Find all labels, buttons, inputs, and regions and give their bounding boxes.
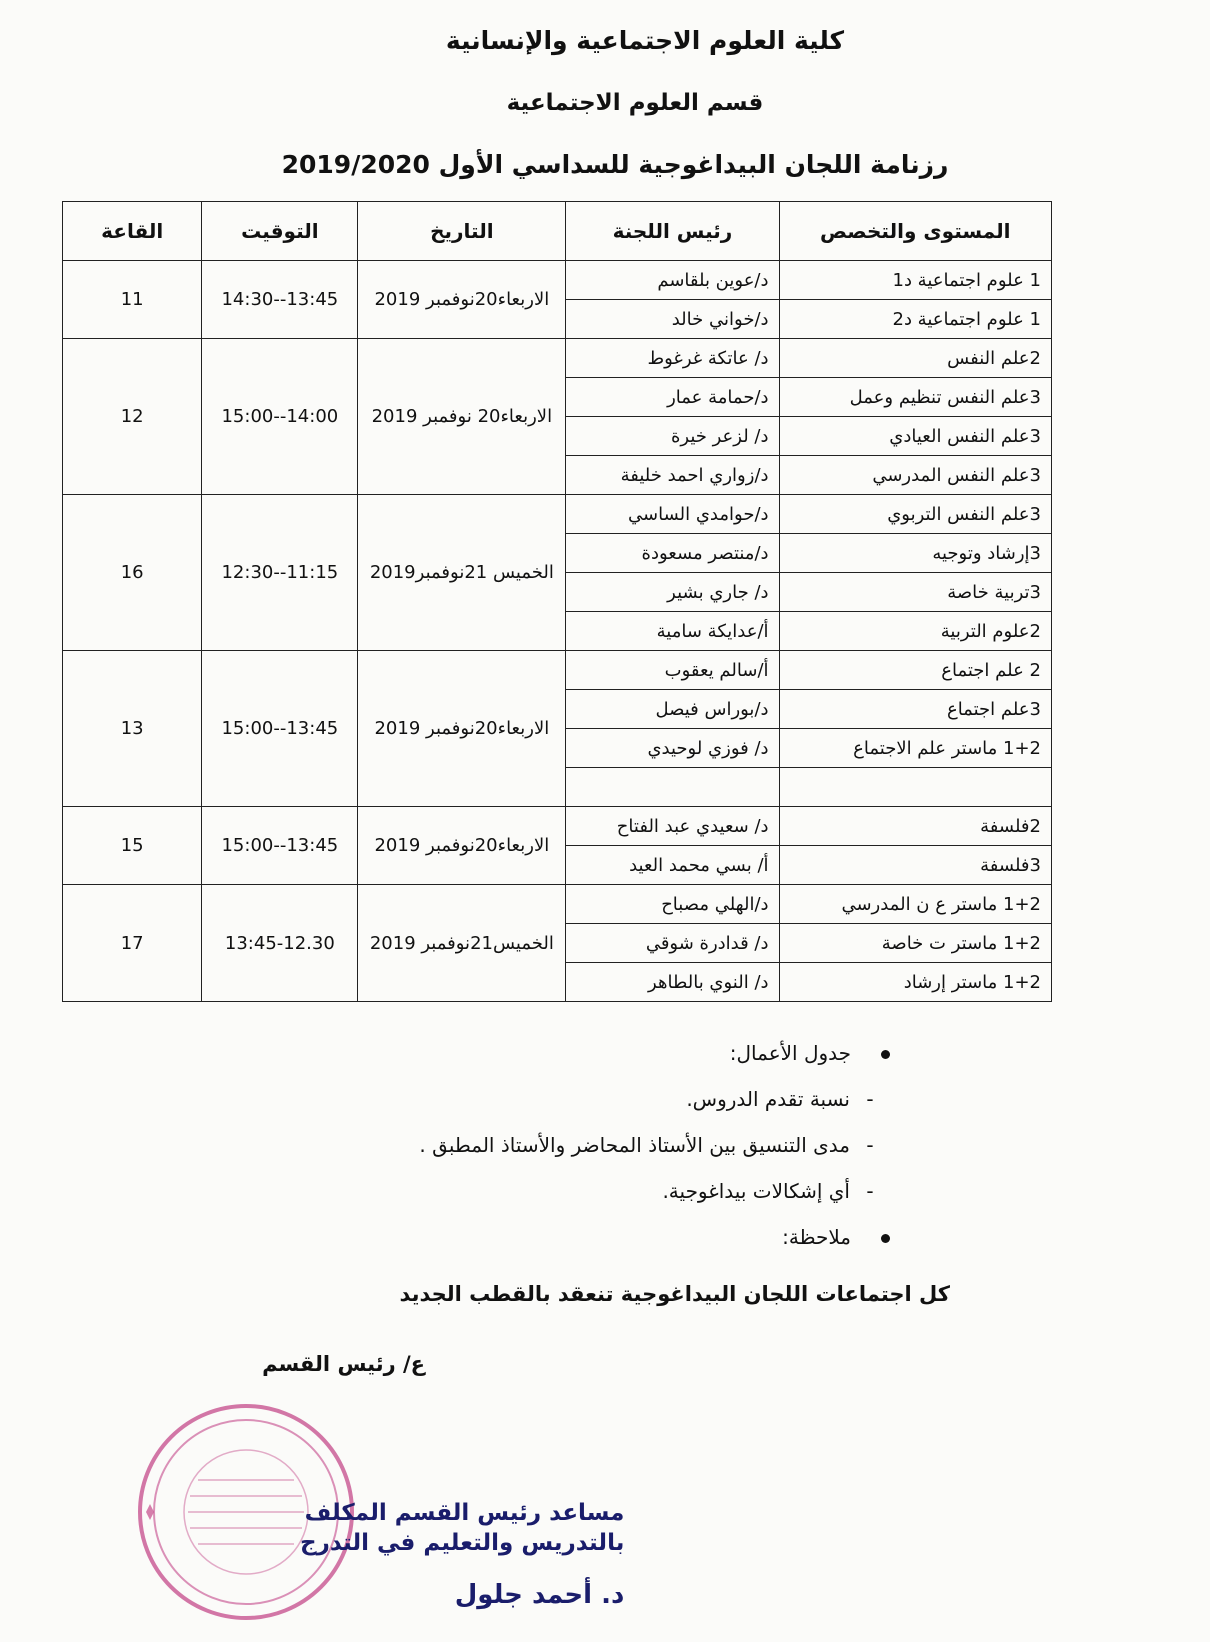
- level-cell: 1+2 ماستر إرشاد: [779, 963, 1051, 1002]
- chair-cell: أ/سالم يعقوب: [566, 651, 779, 690]
- chair-cell: [566, 768, 779, 807]
- agenda-item: [190, 1076, 890, 1122]
- table-header-row: [63, 202, 1052, 261]
- chair-cell: أ/ بسي محمد العيد: [566, 846, 779, 885]
- chair-cell: د/ النوي بالطاهر: [566, 963, 779, 1002]
- chair-cell: د/بوراس فيصل: [566, 690, 779, 729]
- level-cell: 2علم النفس: [779, 339, 1051, 378]
- level-cell: 1 علوم اجتماعية د2: [779, 300, 1051, 339]
- chair-cell: د/ عاتكة غرغوط: [566, 339, 779, 378]
- chair-cell: د/ قدادرة شوقي: [566, 924, 779, 963]
- signer-title-line2: بالتدريس والتعليم في التدرج: [300, 1530, 625, 1556]
- column-header: المستوى والتخصص: [779, 202, 1051, 261]
- table-row: [63, 885, 1052, 924]
- time-cell: 15:00--13:45: [202, 651, 358, 807]
- level-cell: 1+2 ماستر علم الاجتماع: [779, 729, 1051, 768]
- date-cell: الاربعاء20نوفمبر 2019: [358, 261, 566, 339]
- agenda-heading-line: [190, 1030, 890, 1076]
- date-cell: الخميس 21نوفمبر2019: [358, 495, 566, 651]
- document-title: رزنامة اللجان البيداغوجية للسداسي الأول 2019/2020: [281, 150, 949, 179]
- table-row: [63, 261, 1052, 300]
- agenda-item: [190, 1122, 890, 1168]
- agenda-item-text: أي إشكالات بيداغوجية.: [662, 1179, 850, 1203]
- faculty-name: كلية العلوم الاجتماعية والإنسانية: [445, 26, 845, 55]
- chair-cell: د/ فوزي لوحيدي: [566, 729, 779, 768]
- level-cell: 2علوم التربية: [779, 612, 1051, 651]
- date-cell: الاربعاء20نوفمبر 2019: [358, 807, 566, 885]
- chair-cell: د/حمامة عمار: [566, 378, 779, 417]
- date-cell: الخميس21نوفمبر 2019: [358, 885, 566, 1002]
- level-cell: 3إرشاد وتوجيه: [779, 534, 1051, 573]
- time-cell: 15:00--13:45: [202, 807, 358, 885]
- room-cell: 11: [63, 261, 202, 339]
- level-cell: 3فلسفة: [779, 846, 1051, 885]
- level-cell: 1+2 ماستر ت خاصة: [779, 924, 1051, 963]
- note-heading: ملاحظة:: [782, 1225, 851, 1249]
- column-header: القاعة: [63, 202, 202, 261]
- chair-cell: د/منتصر مسعودة: [566, 534, 779, 573]
- agenda-heading: جدول الأعمال:: [729, 1041, 851, 1065]
- level-cell: 1 علوم اجتماعية د1: [779, 261, 1051, 300]
- on-behalf-label: ع/ رئيس القسم: [262, 1352, 425, 1376]
- department-name: قسم العلوم الاجتماعية: [506, 90, 764, 116]
- chair-cell: د/ سعيدي عبد الفتاح: [566, 807, 779, 846]
- level-cell: 3علم اجتماع: [779, 690, 1051, 729]
- room-cell: 12: [63, 339, 202, 495]
- time-cell: 12:30--11:15: [202, 495, 358, 651]
- table-row: [63, 339, 1052, 378]
- chair-cell: د/ جاري بشير: [566, 573, 779, 612]
- date-cell: الاربعاء20نوفمبر 2019: [358, 651, 566, 807]
- chair-cell: د/خواني خالد: [566, 300, 779, 339]
- chair-cell: د/حوامدي الساسي: [566, 495, 779, 534]
- time-cell: 13:45-12.30: [202, 885, 358, 1002]
- chair-cell: د/عوين بلقاسم: [566, 261, 779, 300]
- chair-cell: د/زواري احمد خليفة: [566, 456, 779, 495]
- column-header: التاريخ: [358, 202, 566, 261]
- room-cell: 13: [63, 651, 202, 807]
- room-cell: 17: [63, 885, 202, 1002]
- table-row: [63, 807, 1052, 846]
- agenda-item-text: مدى التنسيق بين الأستاذ المحاضر والأستاذ المطبق .: [419, 1133, 850, 1157]
- note-text: كل اجتماعات اللجان البيداغوجية تنعقد بالقطب الجديد: [399, 1282, 950, 1306]
- level-cell: 1+2 ماستر ع ن المدرسي: [779, 885, 1051, 924]
- agenda-item-text: نسبة تقدم الدروس.: [686, 1087, 850, 1111]
- signature-block: [300, 1500, 624, 1610]
- signer-name: د. أحمد جلول: [454, 1580, 625, 1610]
- bullet-icon: [881, 1050, 890, 1059]
- level-cell: 3علم النفس المدرسي: [779, 456, 1051, 495]
- level-cell: 2 علم اجتماع: [779, 651, 1051, 690]
- signer-title-line1: مساعد رئيس القسم المكلف: [304, 1500, 625, 1526]
- time-cell: 15:00--14:00: [202, 339, 358, 495]
- room-cell: 15: [63, 807, 202, 885]
- level-cell: 3علم النفس العيادي: [779, 417, 1051, 456]
- dash-icon: -: [866, 1133, 874, 1157]
- level-cell: 3علم النفس تنظيم وعمل: [779, 378, 1051, 417]
- agenda-section: [190, 1030, 890, 1260]
- schedule-table: [62, 201, 1052, 1002]
- table-row: [63, 651, 1052, 690]
- agenda-item: [190, 1168, 890, 1214]
- room-cell: 16: [63, 495, 202, 651]
- table-row: [63, 495, 1052, 534]
- dash-icon: -: [866, 1179, 874, 1203]
- column-header: التوقيت: [202, 202, 358, 261]
- level-cell: 3علم النفس التربوي: [779, 495, 1051, 534]
- chair-cell: د/الهلي مصباح: [566, 885, 779, 924]
- dash-icon: -: [866, 1087, 874, 1111]
- level-cell: [779, 768, 1051, 807]
- level-cell: 2فلسفة: [779, 807, 1051, 846]
- bullet-icon: [881, 1234, 890, 1243]
- date-cell: الاربعاء20 نوفمبر 2019: [358, 339, 566, 495]
- column-header: رئيس اللجنة: [566, 202, 779, 261]
- level-cell: 3تربية خاصة: [779, 573, 1051, 612]
- note-heading-line: [190, 1214, 890, 1260]
- chair-cell: د/ لزعر خيرة: [566, 417, 779, 456]
- time-cell: 14:30--13:45: [202, 261, 358, 339]
- chair-cell: أ/عدايكة سامية: [566, 612, 779, 651]
